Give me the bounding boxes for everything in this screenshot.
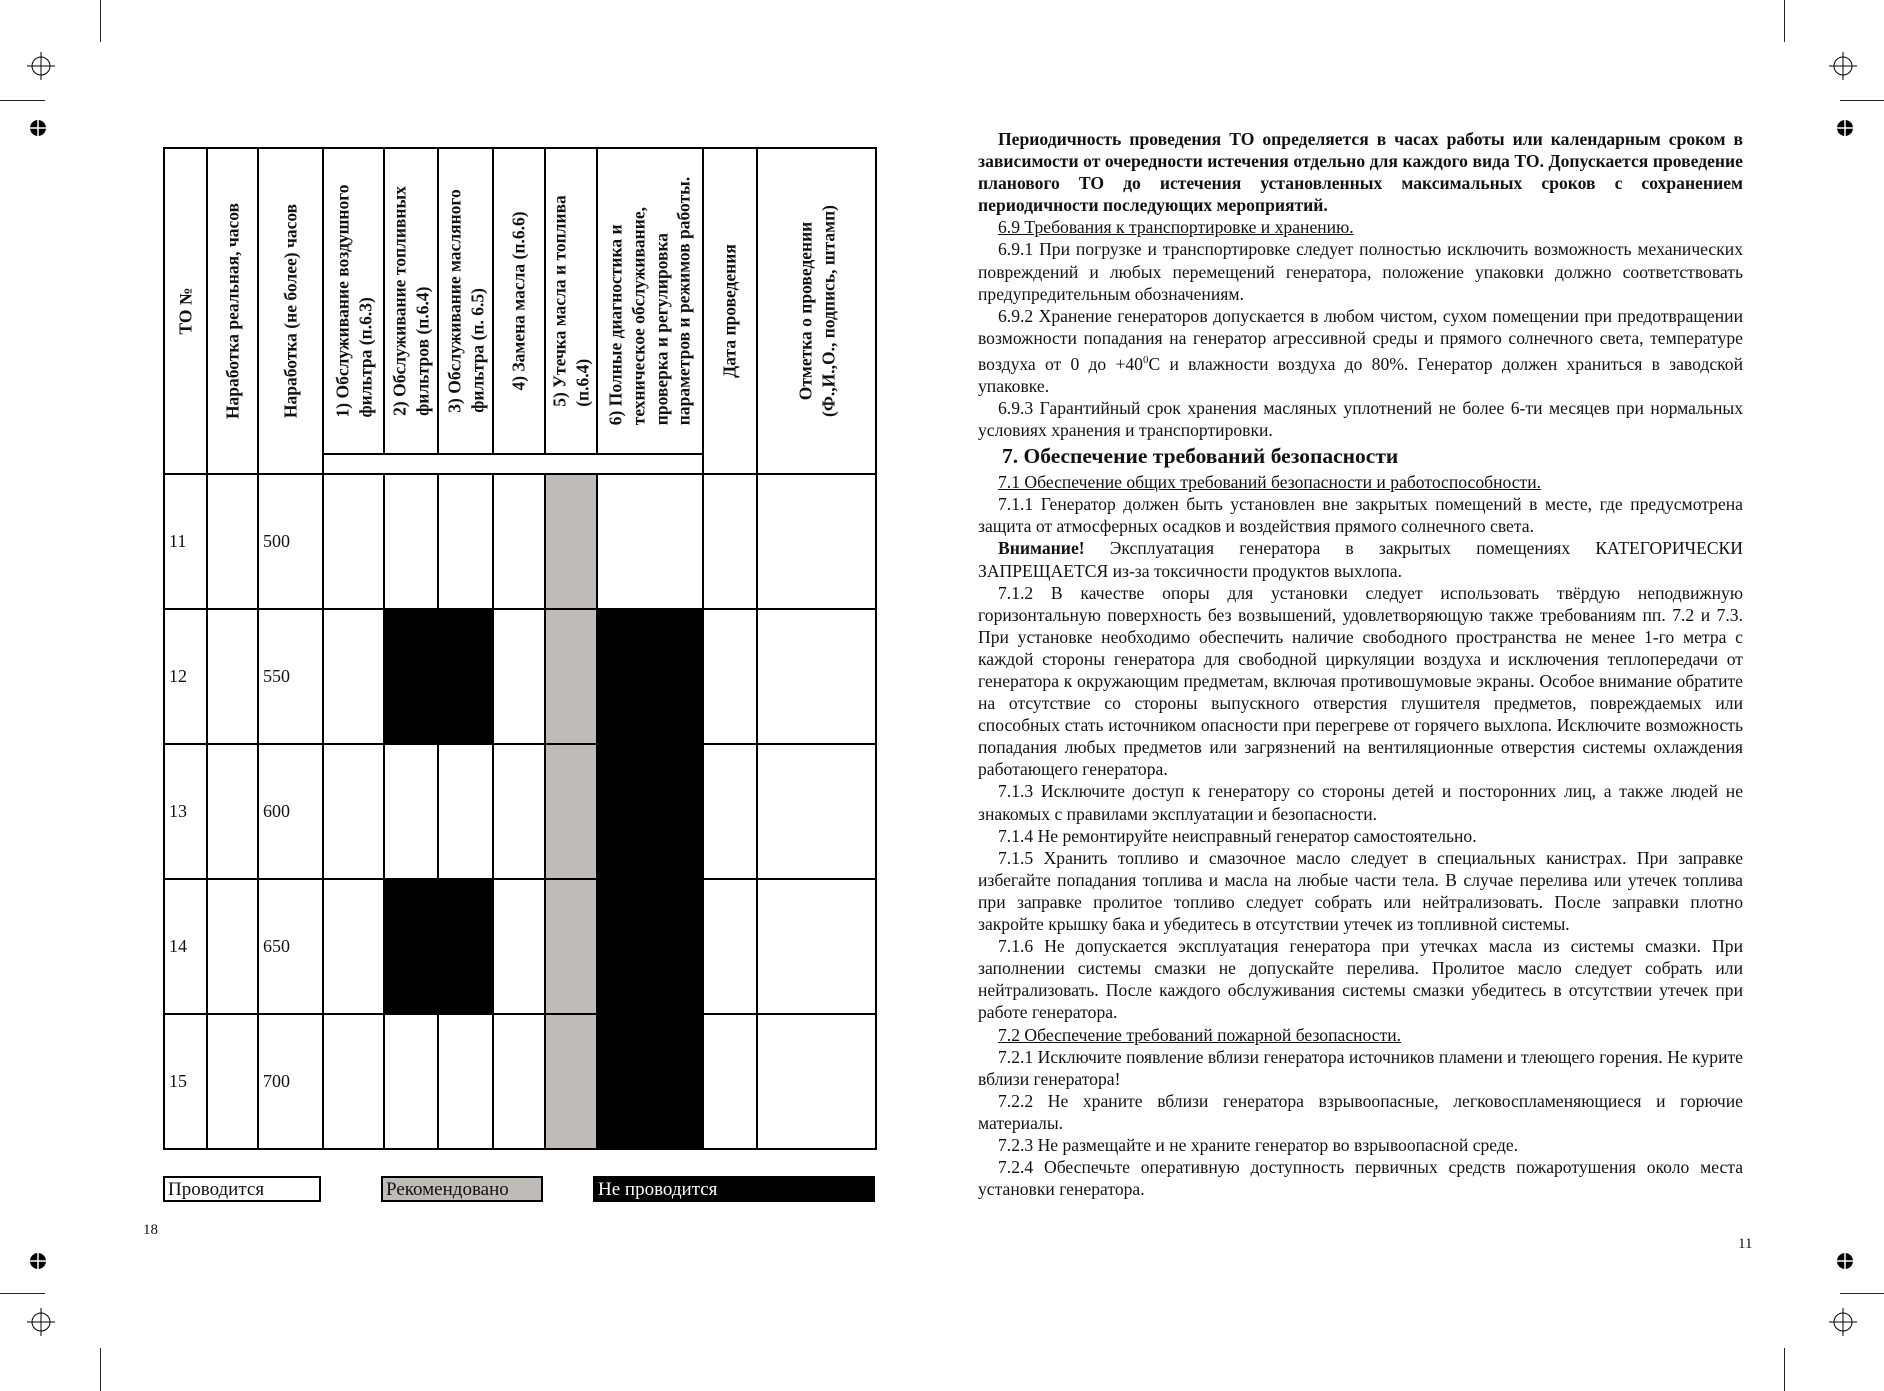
registration-dot-icon (1836, 119, 1854, 137)
op1-cell (323, 879, 384, 1014)
paragraph-6-9-1: 6.9.1 При погрузке и транспортировке следует полностью исключить возможность механических повреждений и любых перемещений генератора, положение упаковки должно соответствовать предупредительным обозначениям. (978, 239, 1743, 304)
warning-paragraph: Внимание! Эксплуатация генератора в закрытых помещениях КАТЕГОРИЧЕСКИ ЗАПРЕЩАЕТСЯ из-за токсичности продуктов выхлопа. (978, 538, 1743, 581)
op5-cell (545, 879, 597, 1014)
registration-mark-icon (27, 52, 55, 80)
max-hours: 700 (258, 1014, 323, 1149)
mark-cell[interactable] (757, 879, 876, 1014)
table-row (164, 744, 876, 879)
table-row (164, 609, 876, 744)
header-op3: 3) Обслуживание масляного фильтра (п. 6.5) (438, 148, 493, 454)
paragraph-6-9-2: 6.9.2 Хранение генераторов допускается в любом чистом, сухом помещении при предотвращении возможности попадания на генератор агрессивной среды и прямого солнечного света, температуре воздуха от 0 до $+40^0С$ и влажности воздуха до 80%. Генератор должен храниться в заводской упаковке. (978, 305, 1743, 396)
op1-cell (323, 474, 384, 609)
registration-dot-icon (1836, 1252, 1854, 1270)
legend-recommended: Рекомендовано (381, 1176, 543, 1202)
op6-cell (597, 609, 703, 744)
date-cell[interactable] (703, 1014, 757, 1149)
legend-not-performed: Не проводится (593, 1176, 875, 1202)
registration-dot-icon (29, 119, 47, 137)
page-number-left: 18 (143, 1222, 158, 1238)
op3-cell (438, 744, 493, 879)
op4-cell (493, 474, 545, 609)
paragraph-7-1-5: 7.1.5 Хранить топливо и смазочное масло следует в специальных канистрах. При заправке избегайте попадания топлива и масла на любые части тела. В случае перелива или утечек топлива при заправке пролитое топливо следует собрать или нейтрализовать. После заправки плотно закройте крышку бака и убедитесь в отсутствии утечек из топливной системы. (978, 847, 1743, 935)
crop-mark (1784, 1348, 1785, 1391)
op5-cell (545, 609, 597, 744)
date-cell[interactable] (703, 879, 757, 1014)
actual-hours-cell[interactable] (207, 609, 258, 744)
table-row (164, 474, 876, 609)
paragraph-7-2-3: 7.2.3 Не размещайте и не храните генератор во взрывоопасной среде. (998, 1134, 1519, 1155)
table-row (164, 1014, 876, 1149)
op2-cell (384, 744, 438, 879)
op1-cell (323, 744, 384, 879)
header-operations-band (323, 454, 703, 474)
header-op1: 1) Обслуживание воздушного фильтра (п.6.3) (323, 148, 384, 454)
op3-cell (438, 1014, 493, 1149)
op4-cell (493, 609, 545, 744)
op2-op3-cell (384, 879, 493, 1014)
mark-cell[interactable] (757, 744, 876, 879)
op2-op3-cell (384, 609, 493, 744)
header-mark: Отметка о проведении (Ф.,И.,О., подпись, штамп) (757, 148, 876, 474)
section-7-1-heading: 7.1 Обеспечение общих требований безопасности и работоспособности. (998, 472, 1542, 493)
header-date: Дата проведения (703, 148, 757, 474)
maintenance-schedule-table (163, 147, 877, 1150)
date-cell[interactable] (703, 474, 757, 609)
date-cell[interactable] (703, 744, 757, 879)
to-number: 15 (164, 1014, 207, 1149)
registration-mark-icon (1829, 52, 1857, 80)
page-number-right: 11 (1738, 1236, 1753, 1252)
actual-hours-cell[interactable] (207, 744, 258, 879)
op1-cell (323, 1014, 384, 1149)
paragraph-7-2-2: 7.2.2 Не храните вблизи генератора взрывоопасные, легковоспламеняющиеся и горючие материалы. (978, 1090, 1743, 1133)
paragraph-7-1-2: 7.1.2 В качестве опоры для установки следует использовать твёрдую неподвижную горизонтальную поверхность без возвышений, удовлетворяющую также требованиям пп. 7.2 и 7.3. При установке необходимо обеспечить наличие свободного пространства не менее 1-го метра с каждой стороны генератора для свободной циркуляции воздуха и исключения теплопередачи от генератора к окружающим предметам, включая противошумовые экраны. Особое внимание обратите на отсутствие со стороны выпускного отверстия глушителя предметов, повреждаемых или способных стать источником опасности при перегреве от горячего выхлопа. Исключите возможность попадания любых предметов или загрязнений на вентиляционные отверстия системы охлаждения работающего генератора. (978, 582, 1743, 780)
op1-cell (323, 609, 384, 744)
op3-cell (438, 474, 493, 609)
op5-cell (545, 744, 597, 879)
paragraph-7-1-1: 7.1.1 Генератор должен быть установлен вне закрытых помещений в месте, где предусмотрена защита от атмосферных осадков и воздействия прямого солнечного света. (978, 494, 1743, 537)
crop-mark (0, 100, 45, 101)
mark-cell[interactable] (757, 1014, 876, 1149)
op4-cell (493, 879, 545, 1014)
legend-performed: Проводится (163, 1176, 321, 1202)
header-to-no: ТО № (164, 148, 207, 474)
date-cell[interactable] (703, 609, 757, 744)
to-number: 12 (164, 609, 207, 744)
op6-cell (597, 1014, 703, 1149)
paragraph-7-1-3: 7.1.3 Исключите доступ к генератору со стороны детей и посторонних лиц, а также людей не знакомых с правилами эксплуатации и безопасности. (978, 781, 1743, 824)
op6-cell (597, 474, 703, 609)
actual-hours-cell[interactable] (207, 879, 258, 1014)
max-hours: 550 (258, 609, 323, 744)
actual-hours-cell[interactable] (207, 474, 258, 609)
to-number: 14 (164, 879, 207, 1014)
registration-mark-icon (1829, 1308, 1857, 1336)
mark-cell[interactable] (757, 474, 876, 609)
header-op4: 4) Замена масла (п.6.6) (493, 148, 545, 454)
table-row (164, 879, 876, 1014)
registration-mark-icon (27, 1308, 55, 1336)
right-page-text (978, 128, 1743, 1200)
mark-cell[interactable] (757, 609, 876, 744)
crop-mark (0, 1293, 45, 1294)
paragraph-7-1-4: 7.1.4 Не ремонтируйте неисправный генератор самостоятельно. (998, 825, 1477, 846)
section-7-2-heading: 7.2 Обеспечение требований пожарной безопасности. (998, 1024, 1402, 1045)
op4-cell (493, 744, 545, 879)
op2-cell (384, 1014, 438, 1149)
paragraph-7-2-1: 7.2.1 Исключите появление вблизи генератора источников пламени и тлеющего горения. Не курите вблизи генератора! (978, 1046, 1743, 1089)
crop-mark (1840, 100, 1884, 101)
actual-hours-cell[interactable] (207, 1014, 258, 1149)
crop-mark (1784, 0, 1785, 42)
op5-cell (545, 1014, 597, 1149)
op5-cell (545, 474, 597, 609)
crop-mark (1840, 1293, 1884, 1294)
paragraph-6-9-3: 6.9.3 Гарантийный срок хранения масляных уплотнений не более 6-ти месяцев при нормальных условиях хранения и транспортировки. (978, 397, 1743, 441)
registration-dot-icon (29, 1252, 47, 1270)
op6-cell (597, 744, 703, 879)
section-6-9-heading: 6.9 Требования к транспортировке и хранению. (998, 217, 1354, 238)
max-hours: 600 (258, 744, 323, 879)
to-number: 13 (164, 744, 207, 879)
max-hours: 650 (258, 879, 323, 1014)
section-7-heading: 7. Обеспечение требований безопасности (1002, 444, 1399, 469)
paragraph-7-1-6: 7.1.6 Не допускается эксплуатация генератора при утечках масла из системы смазки. При заполнении системы смазки не допускайте перелива. Пролитое масло следует собрать или нейтрализовать. После каждого обслуживания системы смазки убедитесь в отсутствии утечек при работе генератора. (978, 936, 1743, 1023)
intro-paragraph: Периодичность проведения ТО определяется в часах работы или календарным сроком в зависимости от очередности истечения отдельно для каждого вида ТО. Допускается проведение планового ТО до истечения установленных максимальных сроков с сохранением периодичности последующих мероприятий. (978, 129, 1743, 216)
op6-cell (597, 879, 703, 1014)
op2-cell (384, 474, 438, 609)
header-op5: 5) Утечка масла и топлива (п.6.4) (545, 148, 597, 454)
max-hours: 500 (258, 474, 323, 609)
op4-cell (493, 1014, 545, 1149)
header-op2: 2) Обслуживание топливных фильтров (п.6.4) (384, 148, 438, 454)
crop-mark (100, 1348, 101, 1391)
paragraph-7-2-4: 7.2.4 Обеспечьте оперативную доступность первичных средств пожаротушения около места установки генератора. (978, 1157, 1743, 1200)
header-op6: 6) Полные диагностика и техническое обслуживание, проверка и регулировка параметров и режимов работы. (597, 148, 703, 454)
header-actual-hours: Наработка реальная, часов (207, 148, 258, 474)
crop-mark (100, 0, 101, 42)
to-number: 11 (164, 474, 207, 609)
header-max-hours: Наработка (не более) часов (258, 148, 323, 474)
